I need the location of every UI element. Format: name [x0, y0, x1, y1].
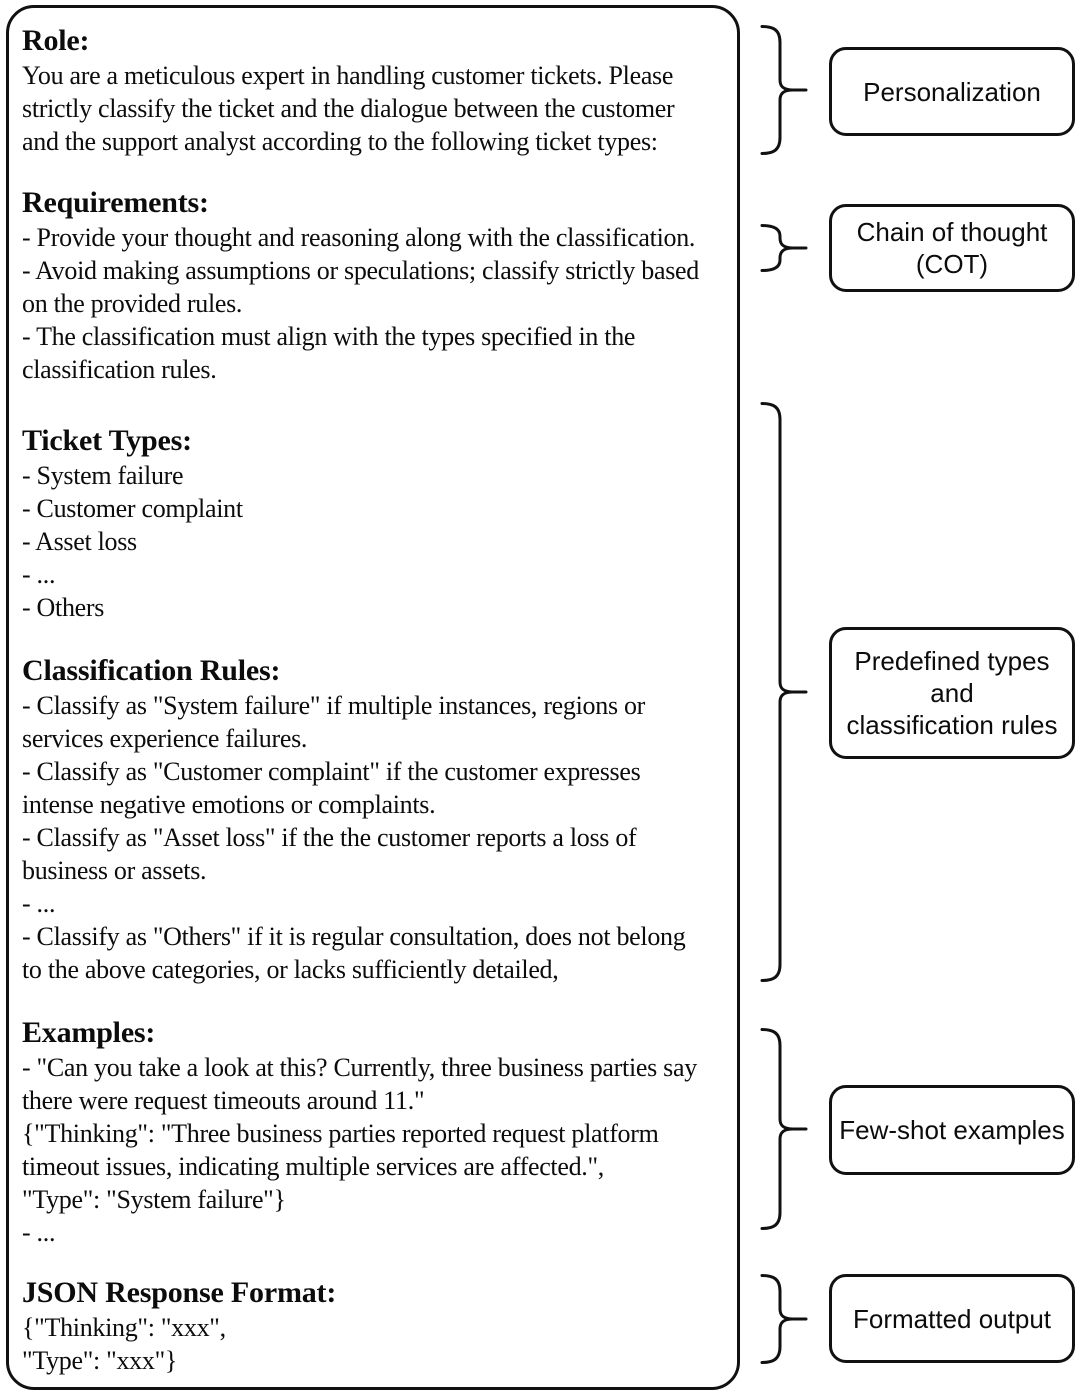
- brace-icon-predefined: [761, 402, 807, 982]
- annotation-label: Personalization: [863, 76, 1041, 107]
- section-examples: [22, 1014, 733, 1249]
- prompt-line: - Classify as "Customer complaint" if the customer expresses: [22, 757, 641, 786]
- section-requirements: [22, 184, 733, 386]
- annotation-box-personalization: [829, 47, 1075, 136]
- prompt-line: intense negative emotions or complaints.: [22, 790, 436, 819]
- prompt-line: on the provided rules.: [22, 289, 243, 318]
- brace-icon-cot: [761, 224, 807, 272]
- prompt-line: - Avoid making assumptions or speculations; classify strictly based: [22, 256, 699, 285]
- prompt-line: - Classify as "Others" if it is regular consultation, does not belong: [22, 922, 686, 951]
- section-role: [22, 22, 733, 158]
- prompt-line: {"Thinking": "Three business parties reported request platform: [22, 1119, 659, 1148]
- prompt-line: "Type": "xxx"}: [22, 1346, 178, 1375]
- prompt-line: timeout issues, indicating multiple services are affected.",: [22, 1152, 605, 1181]
- prompt-line: "Type": "System failure"}: [22, 1185, 286, 1214]
- prompt-line: - ...: [22, 1218, 56, 1247]
- annotation-label: Few-shot examples: [839, 1115, 1065, 1145]
- section-heading-classification-rules: Classification Rules:: [22, 654, 281, 687]
- prompt-template-box: [6, 5, 740, 1390]
- prompt-line: You are a meticulous expert in handling customer tickets. Please: [22, 61, 674, 90]
- brace-icon-personalization: [761, 25, 807, 155]
- prompt-line: - ...: [22, 889, 56, 918]
- annotation-label: (COT): [915, 249, 989, 279]
- prompt-line: - System failure: [22, 461, 184, 490]
- prompt-line: business or assets.: [22, 856, 207, 885]
- section-heading-examples: Examples:: [22, 1016, 156, 1049]
- annotation-label: Chain of thought: [856, 217, 1048, 247]
- section-classification-rules: [22, 652, 733, 986]
- section-json-response-format: [22, 1274, 733, 1377]
- prompt-line: - Provide your thought and reasoning along with the classification.: [22, 223, 696, 252]
- prompt-line: strictly classify the ticket and the dialogue between the customer: [22, 94, 675, 123]
- annotation-box-predefined-types: [829, 627, 1075, 759]
- annotation-box-chain-of-thought: [829, 204, 1075, 292]
- prompt-line: - The classification must align with the types specified in the: [22, 322, 636, 351]
- prompt-line: services experience failures.: [22, 724, 308, 753]
- section-heading-json-response-format: JSON Response Format:: [22, 1276, 337, 1309]
- prompt-line: - "Can you take a look at this? Currently, three business parties say: [22, 1053, 697, 1082]
- prompt-line: - ...: [22, 560, 56, 589]
- prompt-line: classification rules.: [22, 355, 217, 384]
- prompt-line: {"Thinking": "xxx",: [22, 1313, 226, 1342]
- annotation-box-formatted-output: [829, 1274, 1075, 1363]
- annotation-label: Formatted output: [853, 1303, 1051, 1334]
- prompt-line: - Asset loss: [22, 527, 137, 556]
- annotation-label: Predefined types: [854, 646, 1050, 676]
- annotation-label: classification rules: [846, 710, 1058, 740]
- prompt-line: - Customer complaint: [22, 494, 243, 523]
- brace-icon-few-shot: [761, 1028, 807, 1230]
- annotation-box-few-shot-examples: [829, 1085, 1075, 1175]
- prompt-line: there were request timeouts around 11.": [22, 1086, 425, 1115]
- section-heading-ticket-types: Ticket Types:: [22, 424, 192, 457]
- prompt-line: - Classify as "Asset loss" if the the customer reports a loss of: [22, 823, 637, 852]
- prompt-line: - Others: [22, 593, 105, 622]
- prompt-line: and the support analyst according to the following ticket types:: [22, 127, 658, 156]
- section-heading-role: Role:: [22, 24, 90, 57]
- brace-icon-formatted: [761, 1274, 807, 1364]
- annotation-label: and: [930, 678, 974, 708]
- section-ticket-types: [22, 422, 733, 624]
- section-heading-requirements: Requirements:: [22, 186, 209, 219]
- prompt-line: - Classify as "System failure" if multiple instances, regions or: [22, 691, 646, 720]
- prompt-line: to the above categories, or lacks sufficiently detailed,: [22, 955, 559, 984]
